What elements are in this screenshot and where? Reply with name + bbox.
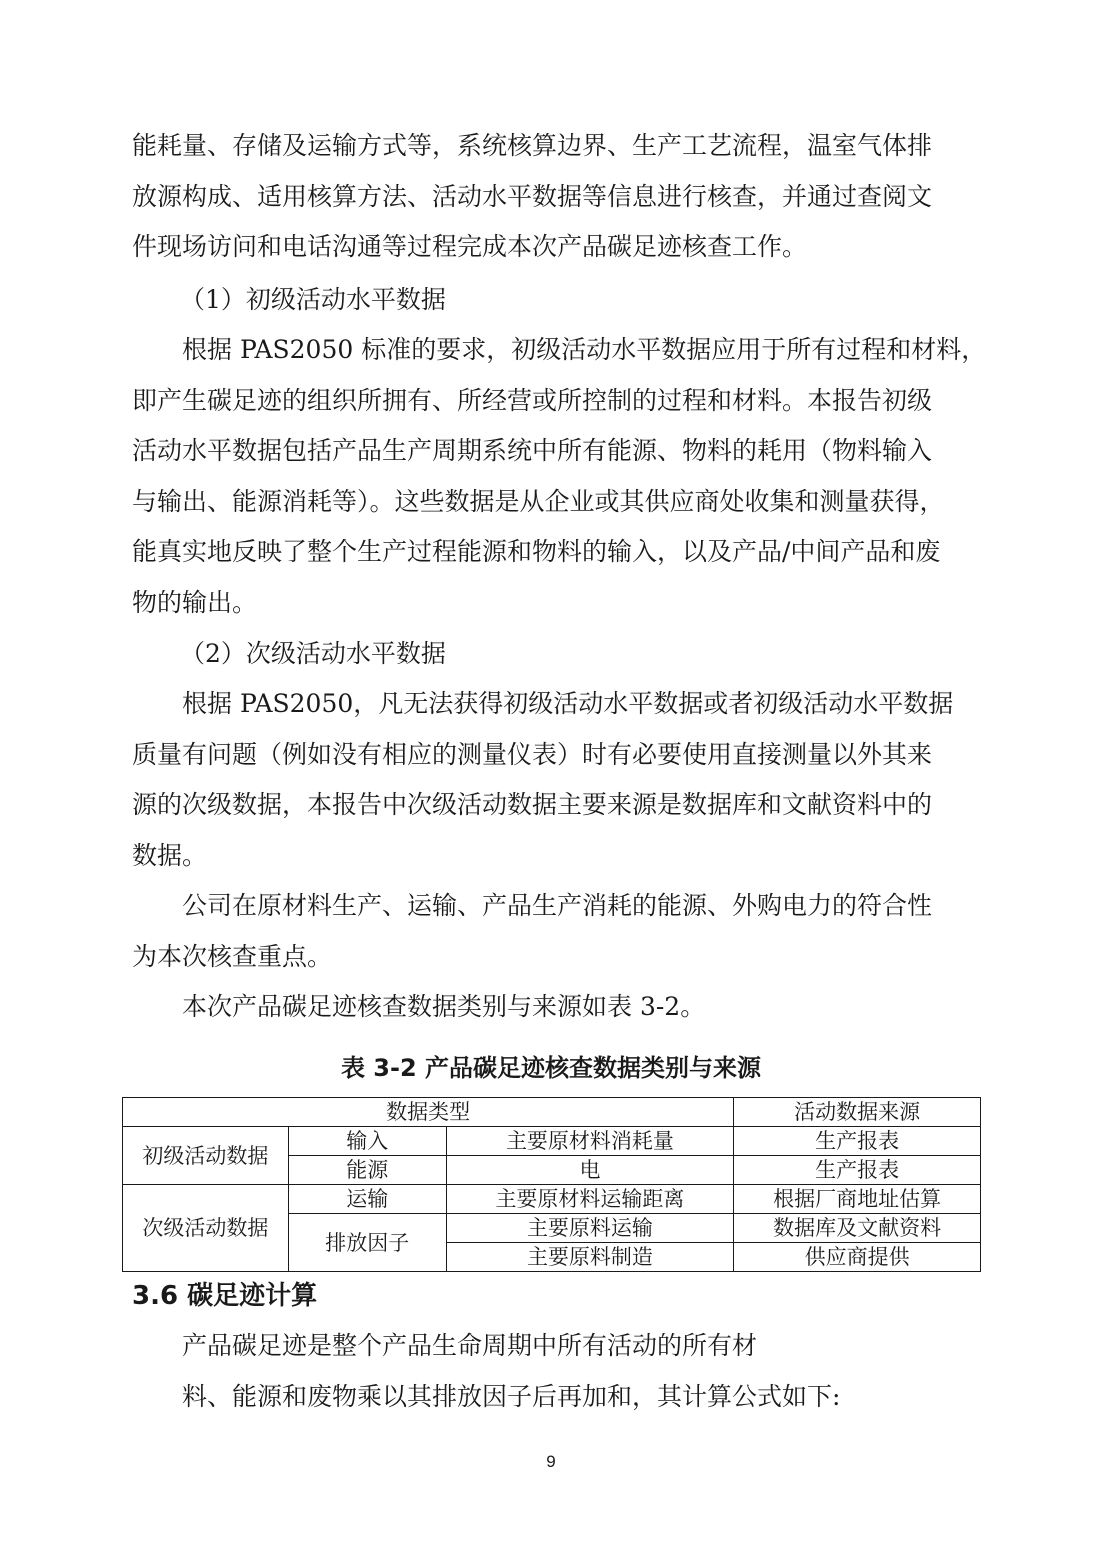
paragraph-primary-data (132, 325, 987, 628)
header-activity-source: 活动数据来源 (734, 1098, 981, 1127)
text-line: 物的输出。 (132, 587, 258, 617)
table-caption: 表 3-2 产品碳足迹核查数据类别与来源 (340, 1054, 762, 1082)
text-line: 数据。 (132, 840, 208, 870)
table-cell: 运输 (288, 1185, 446, 1214)
text-line: 能耗量、存储及运输方式等，系统核算边界、生产工艺流程，温室气体排 (132, 131, 933, 160)
paragraph-key-points (132, 881, 972, 982)
table-cell: 数据库及文献资料 (734, 1214, 981, 1243)
table-cell: 主要原材料消耗量 (446, 1127, 734, 1156)
subheading-primary-data: （1）初级活动水平数据 (180, 285, 446, 314)
header-data-type: 数据类型 (123, 1098, 734, 1127)
table-cell: 能源 (288, 1156, 446, 1185)
text-line: 活动水平数据包括产品生产周期系统中所有能源、物料的耗用（物料输入 (132, 436, 933, 465)
text-line: 公司在原材料生产、运输、产品生产消耗的能源、外购电力的符合性 (182, 891, 933, 920)
group-secondary-cell: 次级活动数据 (123, 1185, 289, 1272)
paragraph-table-intro (132, 982, 972, 1033)
table-cell: 根据厂商地址估算 (734, 1185, 981, 1214)
subheading-secondary-data: （2）次级活动水平数据 (180, 639, 446, 668)
section-title: 3.6 碳足迹计算 (132, 1281, 318, 1311)
table-cell: 供应商提供 (734, 1243, 981, 1272)
table-cell: 排放因子 (288, 1214, 446, 1272)
text-line: 料、能源和废物乘以其排放因子后再加和，其计算公式如下: (182, 1381, 841, 1411)
table-cell: 主要原料制造 (446, 1243, 734, 1272)
paragraph-intro (132, 121, 972, 273)
table-row (123, 1127, 981, 1156)
table-row (123, 1185, 981, 1214)
table-cell: 电 (446, 1156, 734, 1185)
group-primary-cell: 初级活动数据 (123, 1127, 289, 1185)
text-line: 放源构成、适用核算方法、活动水平数据等信息进行核查，并通过查阅文 (132, 181, 933, 211)
text-line: 根据 PAS2050，凡无法获得初级活动水平数据或者初级活动水平数据 (182, 689, 954, 718)
table-cell: 生产报表 (734, 1156, 981, 1185)
text-line: 源的次级数据，本报告中次级活动数据主要来源是数据库和文献资料中的 (132, 790, 933, 819)
table-header-row (123, 1098, 981, 1127)
text-line: 即产生碳足迹的组织所拥有、所经营或所控制的过程和材料。本报告初级 (132, 385, 933, 415)
text-line: 能真实地反映了整个生产过程能源和物料的输入，以及产品/中间产品和废 (132, 537, 941, 566)
text-line: 为本次核查重点。 (132, 941, 333, 971)
text-line: 与输出、能源消耗等）。这些数据是从企业或其供应商处收集和测量获得， (132, 486, 945, 516)
table-cell: 主要原料运输 (446, 1214, 734, 1243)
page-number: 9 (546, 1452, 556, 1471)
text-line: 产品碳足迹是整个产品生命周期中所有活动的所有材 (182, 1331, 758, 1360)
table-cell: 主要原材料运输距离 (446, 1185, 734, 1214)
table-cell: 输入 (288, 1127, 446, 1156)
table-cell: 生产报表 (734, 1127, 981, 1156)
text-line: 本次产品碳足迹核查数据类别与来源如表 3-2。 (182, 992, 706, 1021)
paragraph-secondary-data (132, 679, 972, 881)
text-line: 质量有问题（例如没有相应的测量仪表）时有必要使用直接测量以外其来 (132, 739, 933, 769)
paragraph-section-body (132, 1321, 972, 1422)
text-line: 件现场访问和电话沟通等过程完成本次产品碳足迹核查工作。 (132, 232, 808, 261)
data-source-table (122, 1097, 981, 1272)
text-line: 根据 PAS2050 标准的要求，初级活动水平数据应用于所有过程和材料， (182, 335, 987, 364)
